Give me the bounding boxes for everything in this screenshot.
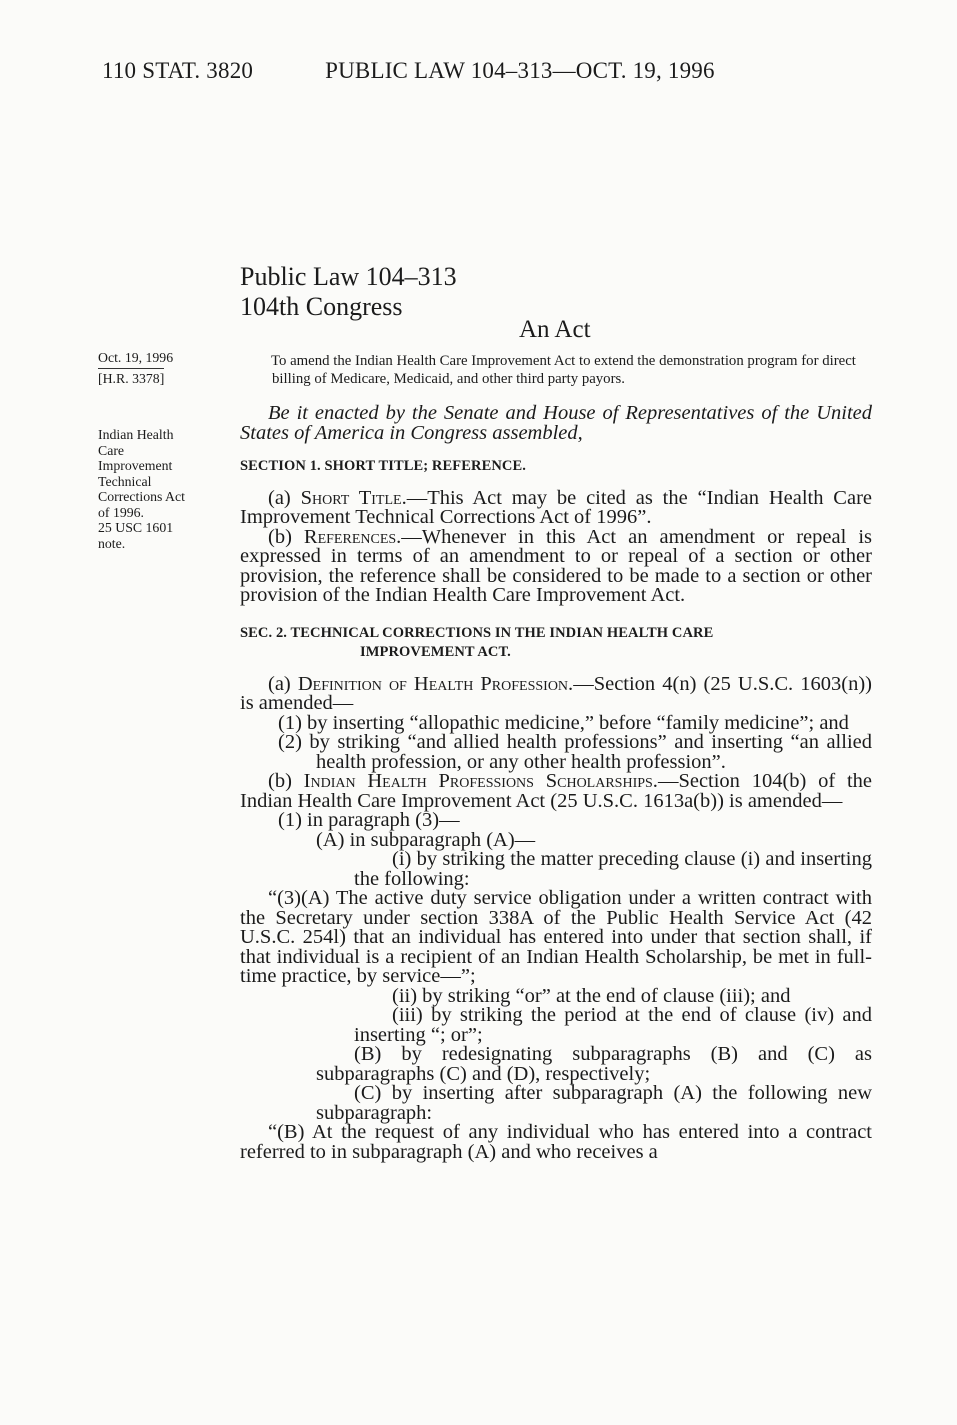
margin-line: note. <box>98 535 126 551</box>
caption: Short Title. <box>300 486 407 509</box>
margin-line: Corrections Act <box>98 489 185 504</box>
section-1-a: (a) Short Title.—This Act may be cited as the “Indian Health Care Improvement Technical Corrections Act of 1996”. <box>240 486 873 528</box>
section-2-a: (a) Definition of Health Profession.—Section 4(n) (25 U.S.C. 1603(n)) is amended— <box>240 672 872 714</box>
section-2-heading: SEC. 2. TECHNICAL CORRECTIONS IN THE INDIAN HEALTH CARE IMPROVEMENT ACT. <box>240 624 714 660</box>
margin-line: Care <box>98 442 125 458</box>
bill-number: [H.R. 3378] <box>98 368 164 387</box>
margin-line: of 1996. <box>98 504 144 520</box>
running-head <box>102 58 715 84</box>
act-body <box>240 404 872 1162</box>
section-2-b-1-A-ii: (ii) by striking “or” at the end of clause (iii); and <box>392 984 791 1007</box>
margin-line: 25 USC 1601 <box>98 520 174 535</box>
caption: Indian Health Professions Scholarships. <box>303 770 658 792</box>
section-2-b-1-A: (A) in subparagraph (A)— <box>316 828 536 851</box>
section-2-b-1-B: (B) by redesignating subparagraphs (B) and (C) as subparagraphs (C) and (D), respectively; <box>316 1043 872 1085</box>
section-2-b-1: (1) in paragraph (3)— <box>278 809 460 831</box>
enactment-date: Oct. 19, 1996 <box>98 350 174 365</box>
law-citation: PUBLIC LAW 104–313—OCT. 19, 1996 <box>325 58 715 83</box>
section-1-heading: SECTION 1. SHORT TITLE; REFERENCE. <box>240 458 526 474</box>
public-law-number: Public Law 104–313 <box>240 262 457 291</box>
section-2-b-1-A-iii: (iii) by striking the period at the end of clause (iv) and inserting “; or”; <box>354 1004 872 1046</box>
margin-line: Improvement <box>98 458 173 473</box>
act-title: An Act <box>519 316 591 343</box>
caption: References. <box>303 525 402 548</box>
title-block <box>240 262 457 322</box>
section-2-a-2: (2) by striking “and allied health professions” and inserting “an allied health profession, or any other health profession”. <box>278 731 872 773</box>
margin-date-note <box>98 350 213 386</box>
section-2-b-1-A-i: (i) by striking the matter preceding clause (i) and inserting the following: <box>354 848 872 890</box>
section-2-b: (b) Indian Health Professions Scholarships.—Section 104(b) of the Indian Health Care Improvement Act (25 U.S.C. 1613a(b)) is amended— <box>240 770 872 812</box>
margin-line: Technical <box>98 473 152 489</box>
enacting-clause: Be it enacted by the Senate and House of Representatives of the United States of America in Congress assembled, <box>240 402 872 444</box>
caption: Definition of Health Profession. <box>297 672 574 695</box>
statute-citation: 110 STAT. 3820 <box>102 58 254 83</box>
section-2-b-1-C: (C) by inserting after subparagraph (A) the following new subparagraph: <box>316 1082 872 1124</box>
act-purpose: To amend the Indian Health Care Improvement Act to extend the demonstration program for direct billing of Medicare, Medicaid, and other third party payors. <box>271 353 856 387</box>
section-2-a-1: (1) by inserting “allopathic medicine,” before “family medicine”; and <box>278 711 849 734</box>
quoted-paragraph-3B: “(B) At the request of any individual who has entered into a contract referred to in subparagraph (A) and who receives a <box>240 1121 872 1163</box>
congress-number: 104th Congress <box>240 292 403 321</box>
margin-short-title-note <box>98 427 213 551</box>
section-1-b: (b) References.—Whenever in this Act an amendment or repeal is expressed in terms of an amendment to or repeal of a section or other provision, the reference shall be considered to be made to a section or other provision of the Indian Health Care Improvement Act. <box>240 525 872 606</box>
quoted-paragraph-3A: “(3)(A) The active duty service obligation under a written contract with the Secretary under section 338A of the Public Health Service Act (42 U.S.C. 254l) that an individual has entered into under that section shall, if that individual is a recipient of an Indian Health Scholarship, be met in full-time practice, by service—”; <box>240 887 872 987</box>
margin-line: Indian Health <box>98 427 174 442</box>
